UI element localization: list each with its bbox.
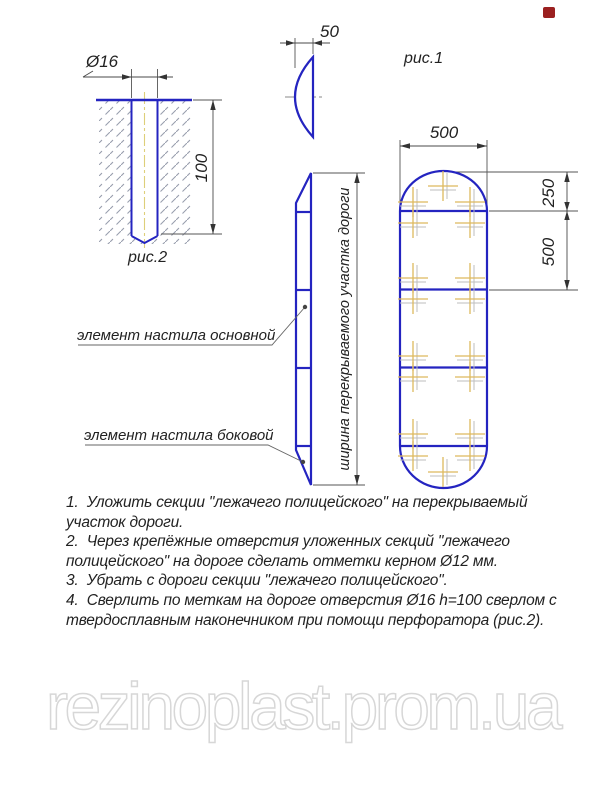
installation-instructions xyxy=(66,493,586,630)
instruction-line: 3. Убрать с дороги секции "лежачего полицейского". xyxy=(66,572,448,590)
section-length-dim-text: 500 xyxy=(539,237,558,267)
instruction-line: участок дороги. xyxy=(66,513,184,531)
side-element-label: элемент настила боковой xyxy=(84,427,274,444)
figure2-caption: рис.2 xyxy=(128,249,168,266)
figure1-caption: рис.1 xyxy=(404,50,444,67)
instruction-line: 2. Через крепёжные отверстия уложенных секций "лежачего xyxy=(66,533,510,551)
profile-thickness-dim-text: 50 xyxy=(320,22,339,41)
instruction-line: полицейского" на дороге сделать отметки керном Ø12 мм. xyxy=(66,552,498,570)
instruction-line: 1. Уложить секции "лежачего полицейского" на перекрываемый xyxy=(66,494,528,511)
main-element-label: элемент настила основной xyxy=(77,327,276,344)
hole-diameter-dim-text: Ø16 xyxy=(86,52,119,71)
hole-depth-dim-text: 100 xyxy=(192,153,211,183)
plan-width-dim-text: 500 xyxy=(429,123,459,142)
instruction-line: 4. Сверлить по меткам на дороге отверстия Ø16 h=100 сверлом с xyxy=(66,591,557,609)
watermark-text: rezinoplast.prom.ua xyxy=(46,669,560,743)
instruction-line: твердосплавным наконечником при помощи перфоратора (рис.2). xyxy=(66,611,545,629)
coverage-dim-label: ширина перекрываемого участка дороги xyxy=(337,187,353,471)
bump-profile-view xyxy=(280,38,330,137)
end-cap-dim-text: 250 xyxy=(539,178,558,208)
corner-mark xyxy=(543,7,555,18)
